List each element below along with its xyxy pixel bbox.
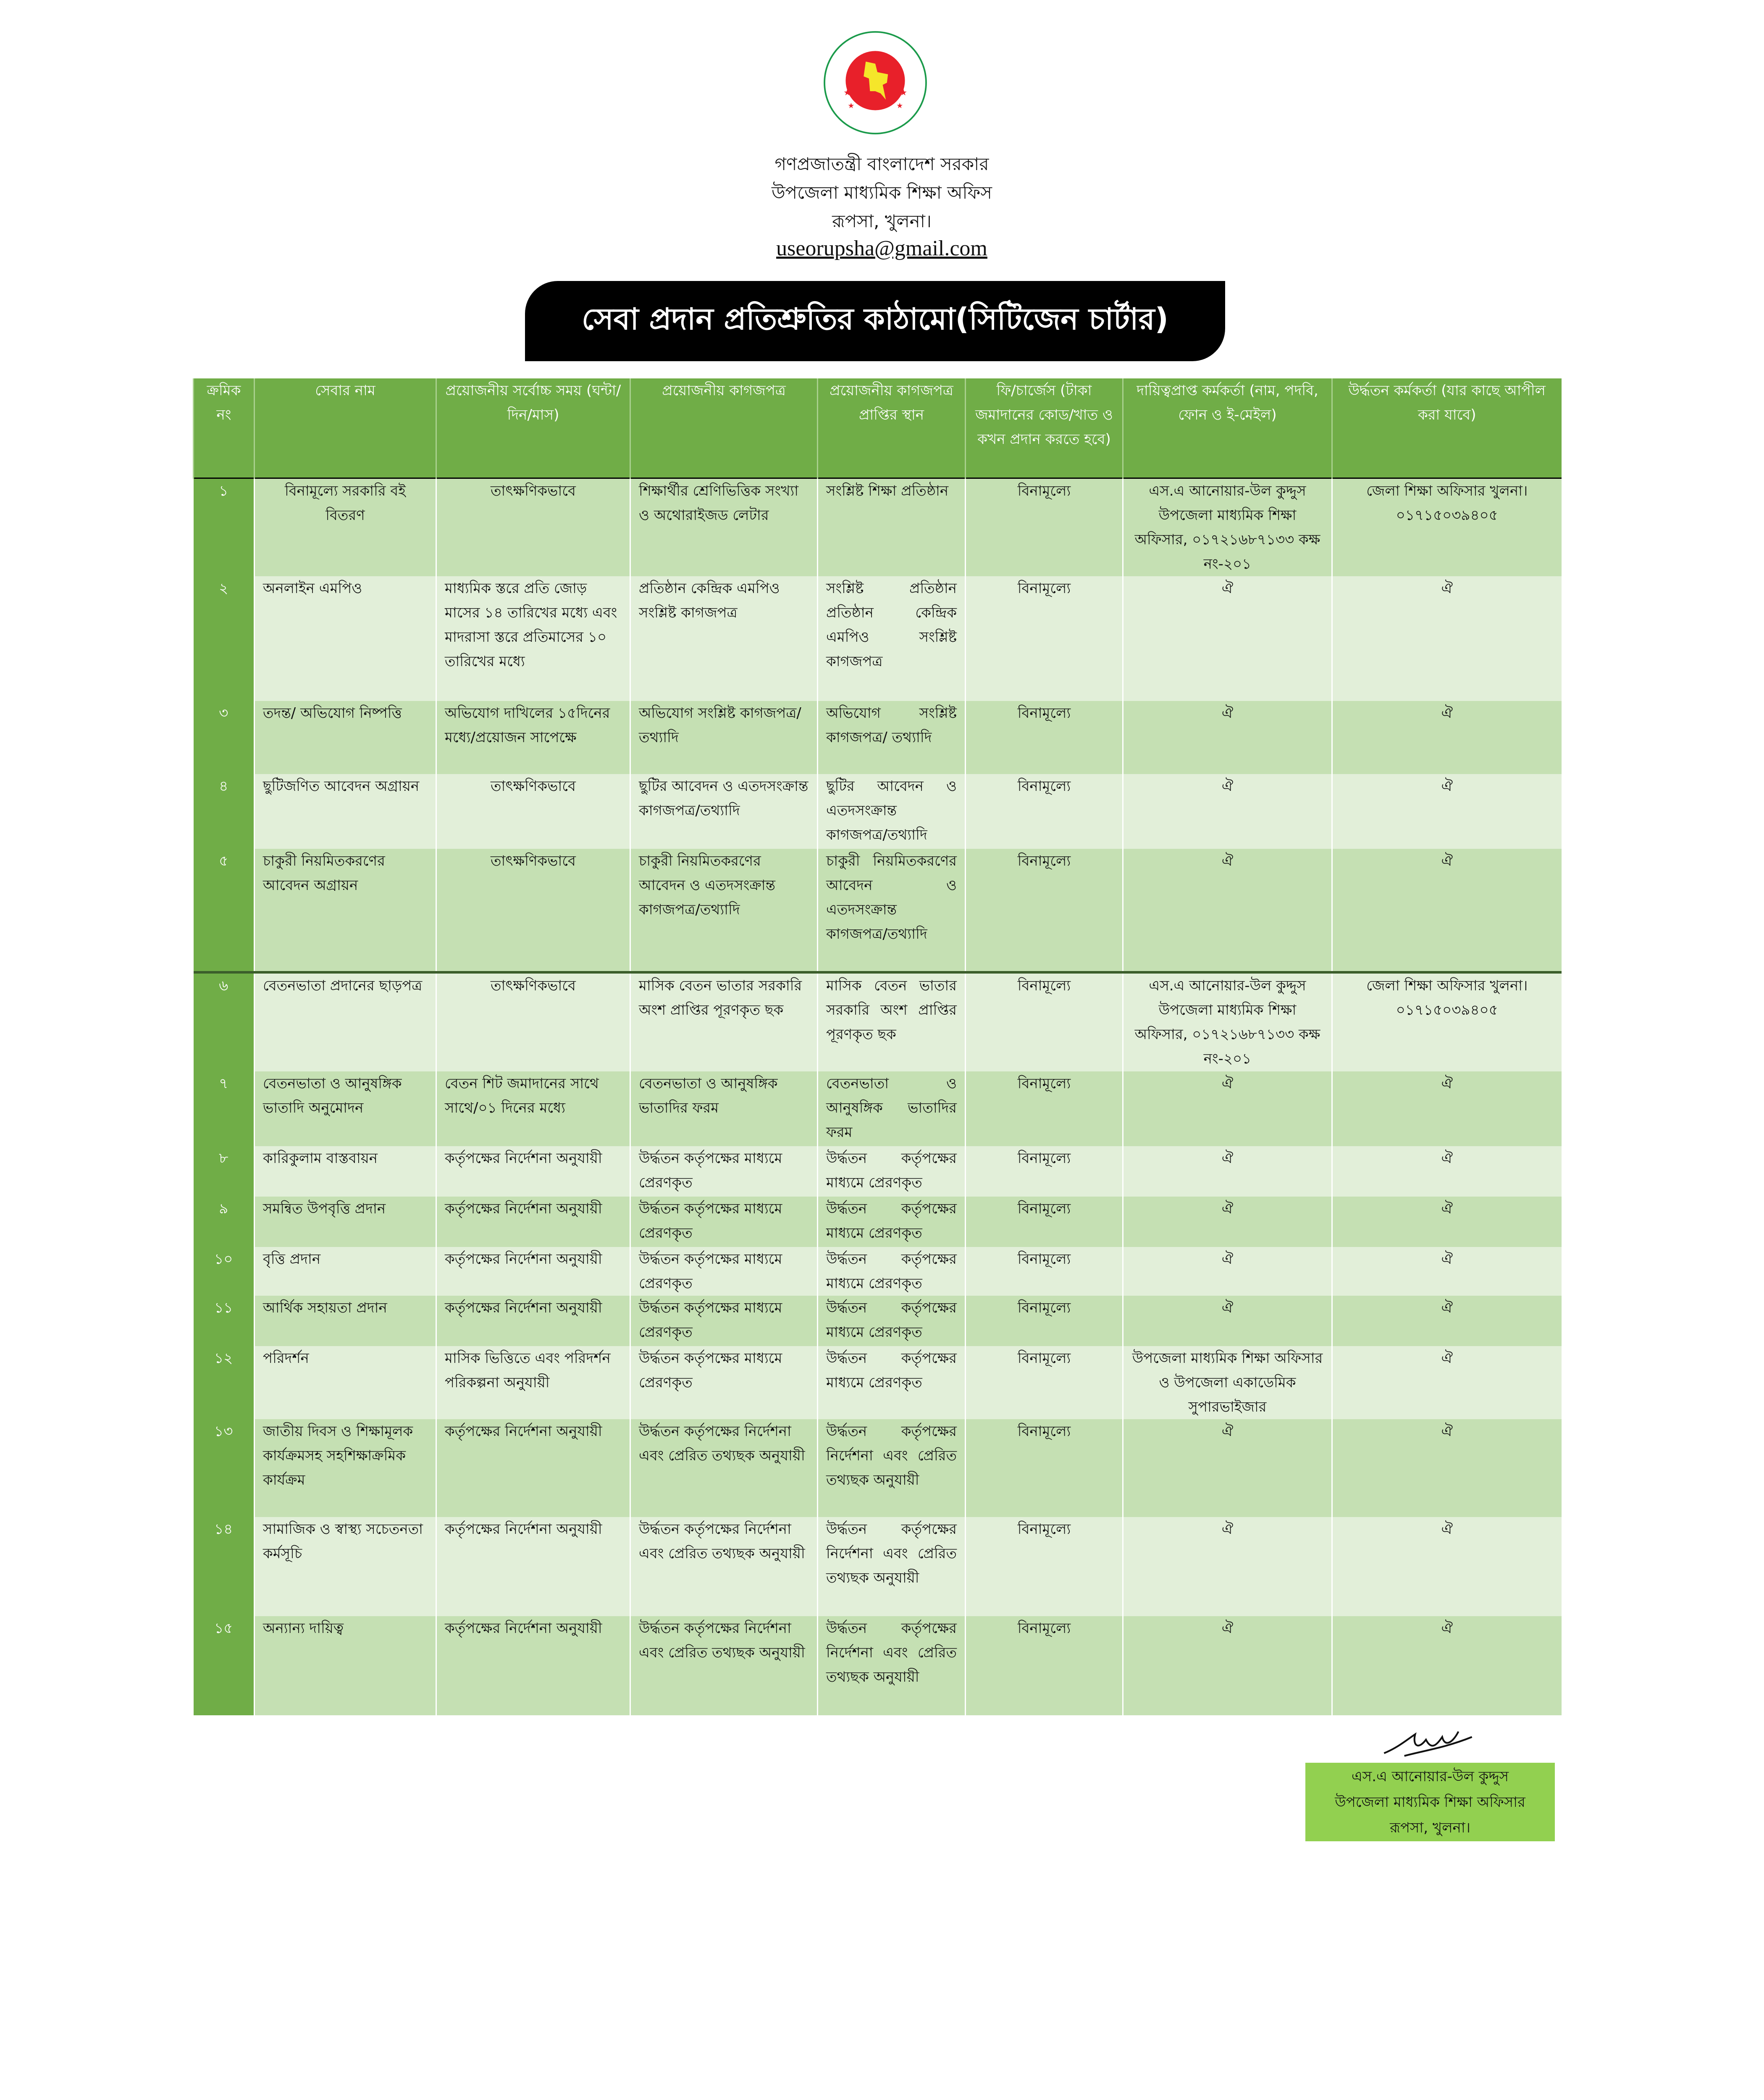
table-cell: ঐ — [1332, 701, 1562, 774]
table-cell: কর্তৃপক্ষের নির্দেশনা অনুযায়ী — [436, 1296, 630, 1346]
table-cell: ঐ — [1332, 1346, 1562, 1419]
column-header: ফি/চার্জেস (টাকা জমাদানের কোড/খাত ও কখন প্রদান করতে হবে) — [966, 378, 1123, 478]
table-cell: পরিদর্শন — [255, 1346, 436, 1419]
table-row — [194, 1247, 1562, 1296]
table-cell: তদন্ত/ অভিযোগ নিষ্পত্তি — [255, 701, 436, 774]
table-cell: উর্দ্ধতন কর্তৃপক্ষের মাধ্যমে প্রেরণকৃত — [630, 1346, 818, 1419]
table-cell: বেতন শিট জমাদানের সাথে সাথে/০১ দিনের মধ্যে — [436, 1071, 630, 1146]
table-cell: উর্দ্ধতন কর্তৃপক্ষের নির্দেশনা এবং প্রেরিত তথ্যছক অনুযায়ী — [630, 1616, 818, 1715]
table-cell: বিনামূল্যে — [966, 1616, 1123, 1715]
table-cell: ৩ — [194, 701, 255, 774]
table-cell: ঐ — [1123, 1296, 1332, 1346]
table-cell: অনলাইন এমপিও — [255, 576, 436, 701]
table-cell: কর্তৃপক্ষের নির্দেশনা অনুযায়ী — [436, 1616, 630, 1715]
citizen-charter-table — [193, 378, 1562, 1715]
table-header-row — [194, 378, 1562, 478]
office-location: রূপসা, খুলনা। — [832, 211, 932, 231]
table-cell: ১২ — [194, 1346, 255, 1419]
table-cell: ঐ — [1332, 1071, 1562, 1146]
column-header: সেবার নাম — [255, 378, 436, 478]
table-cell: ঐ — [1123, 1247, 1332, 1296]
svg-text:★: ★ — [899, 87, 908, 98]
table-cell: কারিকুলাম বাস্তবায়ন — [255, 1146, 436, 1197]
table-cell: মাসিক বেতন ভাতার সরকারি অংশ প্রাপ্তির পূরণকৃত ছক — [630, 972, 818, 1071]
table-cell: বিনামূল্যে — [966, 774, 1123, 849]
table-cell: বিনামূল্যে — [966, 478, 1123, 577]
table-cell: বিনামূল্যে — [966, 1071, 1123, 1146]
table-cell: বিনামূল্যে — [966, 1197, 1123, 1247]
column-header: প্রয়োজনীয় সর্বোচ্চ সময় (ঘন্টা/দিন/মাস) — [436, 378, 630, 478]
table-cell: ঐ — [1332, 1197, 1562, 1247]
table-cell: বেতনভাতা ও আনুষঙ্গিক ভাতাদি অনুমোদন — [255, 1071, 436, 1146]
office-name: উপজেলা মাধ্যমিক শিক্ষা অফিস — [771, 182, 992, 203]
table-cell: উর্দ্ধতন কর্তৃপক্ষের মাধ্যমে প্রেরণকৃত — [818, 1296, 966, 1346]
table-cell: সংশ্লিষ্ট শিক্ষা প্রতিষ্ঠান — [818, 478, 966, 577]
table-cell: ঐ — [1123, 576, 1332, 701]
govt-name: গণপ্রজাতন্ত্রী বাংলাদেশ সরকার — [774, 154, 989, 174]
table-cell: উর্দ্ধতন কর্তৃপক্ষের নির্দেশনা এবং প্রেরিত তথ্যছক অনুযায়ী — [818, 1517, 966, 1616]
table-cell: ছুটিজণিত আবেদন অগ্রায়ন — [255, 774, 436, 849]
table-row — [194, 1197, 1562, 1247]
table-cell: বিনামূল্যে — [966, 1296, 1123, 1346]
page-title: সেবা প্রদান প্রতিশ্রুতির কাঠামো(সিটিজেন চার্টার) — [582, 301, 1168, 336]
table-cell: উর্দ্ধতন কর্তৃপক্ষের নির্দেশনা এবং প্রেরিত তথ্যছক অনুযায়ী — [818, 1419, 966, 1517]
table-cell: চাকুরী নিয়মিতকরণের আবেদন ও এতদসংক্রান্ত কাগজপত্র/তথ্যাদি — [630, 849, 818, 972]
table-row — [194, 1517, 1562, 1616]
table-row — [194, 1419, 1562, 1517]
table-cell: ঐ — [1332, 849, 1562, 972]
table-cell: বেতনভাতা ও আনুষঙ্গিক ভাতাদির ফরম — [818, 1071, 966, 1146]
column-header: প্রয়োজনীয় কাগজপত্র প্রাপ্তির স্থান — [818, 378, 966, 478]
table-cell: ১৩ — [194, 1419, 255, 1517]
table-cell: ছুটির আবেদন ও এতদসংক্রান্ত কাগজপত্র/তথ্যাদি — [818, 774, 966, 849]
table-cell: বিনামূল্যে — [966, 576, 1123, 701]
table-cell: বিনামূল্যে — [966, 1419, 1123, 1517]
table-cell: ঐ — [1332, 576, 1562, 701]
table-cell: ঐ — [1332, 1419, 1562, 1517]
table-row — [194, 478, 1562, 577]
column-header: দায়িত্বপ্রাপ্ত কর্মকর্তা (নাম, পদবি, ফোন ও ই-মেইল) — [1123, 378, 1332, 478]
table-cell: ১ — [194, 478, 255, 577]
table-cell: উর্দ্ধতন কর্তৃপক্ষের মাধ্যমে প্রেরণকৃত — [630, 1296, 818, 1346]
table-cell: তাৎক্ষণিকভাবে — [436, 478, 630, 577]
table-cell: ৭ — [194, 1071, 255, 1146]
table-row — [194, 972, 1562, 1071]
table-cell: উর্দ্ধতন কর্তৃপক্ষের নির্দেশনা এবং প্রেরিত তথ্যছক অনুযায়ী — [818, 1616, 966, 1715]
table-cell: অভিযোগ সংশ্লিষ্ট কাগজপত্র/ তথ্যাদি — [818, 701, 966, 774]
table-cell: অভিযোগ দাখিলের ১৫দিনের মধ্যে/প্রয়োজন সাপেক্ষে — [436, 701, 630, 774]
table-row — [194, 1616, 1562, 1715]
table-cell: ঐ — [1332, 1616, 1562, 1715]
table-cell: উর্দ্ধতন কর্তৃপক্ষের মাধ্যমে প্রেরণকৃত — [818, 1197, 966, 1247]
table-cell: ঐ — [1123, 1146, 1332, 1197]
table-cell: ৬ — [194, 972, 255, 1071]
table-cell: সামাজিক ও স্বাস্থ্য সচেতনতা কর্মসূচি — [255, 1517, 436, 1616]
table-cell: ৪ — [194, 774, 255, 849]
table-cell: উর্দ্ধতন কর্তৃপক্ষের মাধ্যমে প্রেরণকৃত — [630, 1146, 818, 1197]
table-cell: অন্যান্য দায়িত্ব — [255, 1616, 436, 1715]
government-seal-logo — [822, 30, 928, 136]
table-cell: ১৫ — [194, 1616, 255, 1715]
table-cell: জাতীয় দিবস ও শিক্ষামূলক কার্যক্রমসহ সহশিক্ষাক্রমিক কার্যক্রম — [255, 1419, 436, 1517]
table-cell: বিনামূল্যে — [966, 1346, 1123, 1419]
table-cell: ১১ — [194, 1296, 255, 1346]
table-cell: উর্দ্ধতন কর্তৃপক্ষের মাধ্যমে প্রেরণকৃত — [630, 1247, 818, 1296]
table-cell: জেলা শিক্ষা অফিসার খুলনা। ০১৭১৫০৩৯৪০৫ — [1332, 972, 1562, 1071]
table-cell: ২ — [194, 576, 255, 701]
table-cell: বিনামূল্যে — [966, 1247, 1123, 1296]
table-cell: ঐ — [1332, 1296, 1562, 1346]
table-row — [194, 849, 1562, 972]
table-cell: কর্তৃপক্ষের নির্দেশনা অনুযায়ী — [436, 1197, 630, 1247]
table-cell: বিনামূল্যে — [966, 1146, 1123, 1197]
page-title-banner — [525, 281, 1225, 361]
table-cell: উর্দ্ধতন কর্তৃপক্ষের নির্দেশনা এবং প্রেরিত তথ্যছক অনুযায়ী — [630, 1419, 818, 1517]
table-cell: কর্তৃপক্ষের নির্দেশনা অনুযায়ী — [436, 1419, 630, 1517]
table-cell: অভিযোগ সংশ্লিষ্ট কাগজপত্র/ তথ্যাদি — [630, 701, 818, 774]
table-row — [194, 774, 1562, 849]
table-cell: সংশ্লিষ্ট প্রতিষ্ঠান প্রতিষ্ঠান কেন্দ্রিক এমপিও সংশ্লিষ্ট কাগজপত্র — [818, 576, 966, 701]
table-cell: ৮ — [194, 1146, 255, 1197]
table-cell: আর্থিক সহায়তা প্রদান — [255, 1296, 436, 1346]
table-cell: ঐ — [1332, 1146, 1562, 1197]
table-cell: চাকুরী নিয়মিতকরণের আবেদন অগ্রায়ন — [255, 849, 436, 972]
table-cell: সমন্বিত উপবৃত্তি প্রদান — [255, 1197, 436, 1247]
table-cell: উপজেলা মাধ্যমিক শিক্ষা অফিসার ও উপজেলা একাডেমিক সুপারভাইজার — [1123, 1346, 1332, 1419]
table-cell: ১৪ — [194, 1517, 255, 1616]
table-row — [194, 1296, 1562, 1346]
table-cell: বেতনভাতা প্রদানের ছাড়পত্র — [255, 972, 436, 1071]
svg-text:★: ★ — [843, 87, 851, 98]
table-cell: ঐ — [1123, 849, 1332, 972]
table-cell: উর্দ্ধতন কর্তৃপক্ষের নির্দেশনা এবং প্রেরিত তথ্যছক অনুযায়ী — [630, 1517, 818, 1616]
table-cell: শিক্ষার্থীর শ্রেণিভিত্তিক সংখ্যা ও অথোরাইজড লেটার — [630, 478, 818, 577]
email-link[interactable]: useorupsha@gmail.com — [776, 236, 987, 260]
table-cell: কর্তৃপক্ষের নির্দেশনা অনুযায়ী — [436, 1247, 630, 1296]
table-cell: ঐ — [1123, 1419, 1332, 1517]
table-cell: বিনামূল্যে — [966, 849, 1123, 972]
column-header: উর্দ্ধতন কর্মকর্তা (যার কাছে আপীল করা যাবে) — [1332, 378, 1562, 478]
table-cell: বিনামূল্যে — [966, 701, 1123, 774]
table-cell: মাধ্যমিক স্তরে প্রতি জোড় মাসের ১৪ তারিখের মধ্যে এবং মাদরাসা স্তরে প্রতিমাসের ১০ তারিখের মধ্যে — [436, 576, 630, 701]
table-cell: তাৎক্ষণিকভাবে — [436, 972, 630, 1071]
table-cell: ৯ — [194, 1197, 255, 1247]
table-cell: ঐ — [1332, 1517, 1562, 1616]
table-cell: তাৎক্ষণিকভাবে — [436, 774, 630, 849]
table-cell: ঐ — [1332, 1247, 1562, 1296]
table-cell: ঐ — [1123, 774, 1332, 849]
table-cell: ঐ — [1123, 1517, 1332, 1616]
table-cell: এস.এ আনোয়ার-উল কুদ্দুস উপজেলা মাধ্যমিক শিক্ষা অফিসার, ০১৭২১৬৮৭১৩৩ কক্ষ নং-২০১ — [1123, 972, 1332, 1071]
table-row — [194, 576, 1562, 701]
table-cell: ৫ — [194, 849, 255, 972]
table-cell: ঐ — [1123, 1616, 1332, 1715]
table-row — [194, 1071, 1562, 1146]
table-cell: উর্দ্ধতন কর্তৃপক্ষের মাধ্যমে প্রেরণকৃত — [818, 1247, 966, 1296]
signatory-location: রূপসা, খুলনা। — [1390, 1819, 1470, 1836]
table-cell: ঐ — [1332, 774, 1562, 849]
table-cell: ১০ — [194, 1247, 255, 1296]
signatory-box — [1305, 1763, 1555, 1841]
signatory-designation: উপজেলা মাধ্যমিক শিক্ষা অফিসার — [1335, 1794, 1525, 1811]
table-cell: মাসিক বেতন ভাতার সরকারি অংশ প্রাপ্তির পূরণকৃত ছক — [818, 972, 966, 1071]
table-cell: বিনামূল্যে — [966, 972, 1123, 1071]
signature-image — [1377, 1721, 1479, 1764]
table-cell: এস.এ আনোয়ার-উল কুদ্দুস উপজেলা মাধ্যমিক শিক্ষা অফিসার, ০১৭২১৬৮৭১৩৩ কক্ষ নং-২০১ — [1123, 478, 1332, 577]
column-header: ক্রমিক নং — [194, 378, 255, 478]
table-row — [194, 1346, 1562, 1419]
table-cell: জেলা শিক্ষা অফিসার খুলনা। ০১৭১৫০৩৯৪০৫ — [1332, 478, 1562, 577]
table-cell: চাকুরী নিয়মিতকরণের আবেদন ও এতদসংক্রান্ত কাগজপত্র/তথ্যাদি — [818, 849, 966, 972]
table-cell: ছুটির আবেদন ও এতদসংক্রান্ত কাগজপত্র/তথ্যাদি — [630, 774, 818, 849]
table-cell: উর্দ্ধতন কর্তৃপক্ষের মাধ্যমে প্রেরণকৃত — [818, 1346, 966, 1419]
table-cell: বৃত্তি প্রদান — [255, 1247, 436, 1296]
table-cell: উর্দ্ধতন কর্তৃপক্ষের মাধ্যমে প্রেরণকৃত — [630, 1197, 818, 1247]
table-cell: উর্দ্ধতন কর্তৃপক্ষের মাধ্যমে প্রেরণকৃত — [818, 1146, 966, 1197]
table-cell: প্রতিষ্ঠান কেন্দ্রিক এমপিও সংশ্লিষ্ট কাগজপত্র — [630, 576, 818, 701]
table-cell: মাসিক ভিত্তিতে এবং পরিদর্শন পরিকল্পনা অনুযায়ী — [436, 1346, 630, 1419]
table-cell: কর্তৃপক্ষের নির্দেশনা অনুযায়ী — [436, 1146, 630, 1197]
table-cell: বিনামূল্যে সরকারি বই বিতরণ — [255, 478, 436, 577]
table-cell: কর্তৃপক্ষের নির্দেশনা অনুযায়ী — [436, 1517, 630, 1616]
table-cell: বিনামূল্যে — [966, 1517, 1123, 1616]
table-row — [194, 1146, 1562, 1197]
table-cell: ঐ — [1123, 1071, 1332, 1146]
table-cell: বেতনভাতা ও আনুষঙ্গিক ভাতাদির ফরম — [630, 1071, 818, 1146]
column-header: প্রয়োজনীয় কাগজপত্র — [630, 378, 818, 478]
table-cell: ঐ — [1123, 1197, 1332, 1247]
table-cell: ঐ — [1123, 701, 1332, 774]
svg-text:★: ★ — [896, 102, 903, 110]
signatory-name: এস.এ আনোয়ার-উল কুদ্দুস — [1351, 1768, 1509, 1785]
table-cell: তাৎক্ষণিকভাবে — [436, 849, 630, 972]
table-row — [194, 701, 1562, 774]
svg-text:★: ★ — [848, 102, 855, 110]
